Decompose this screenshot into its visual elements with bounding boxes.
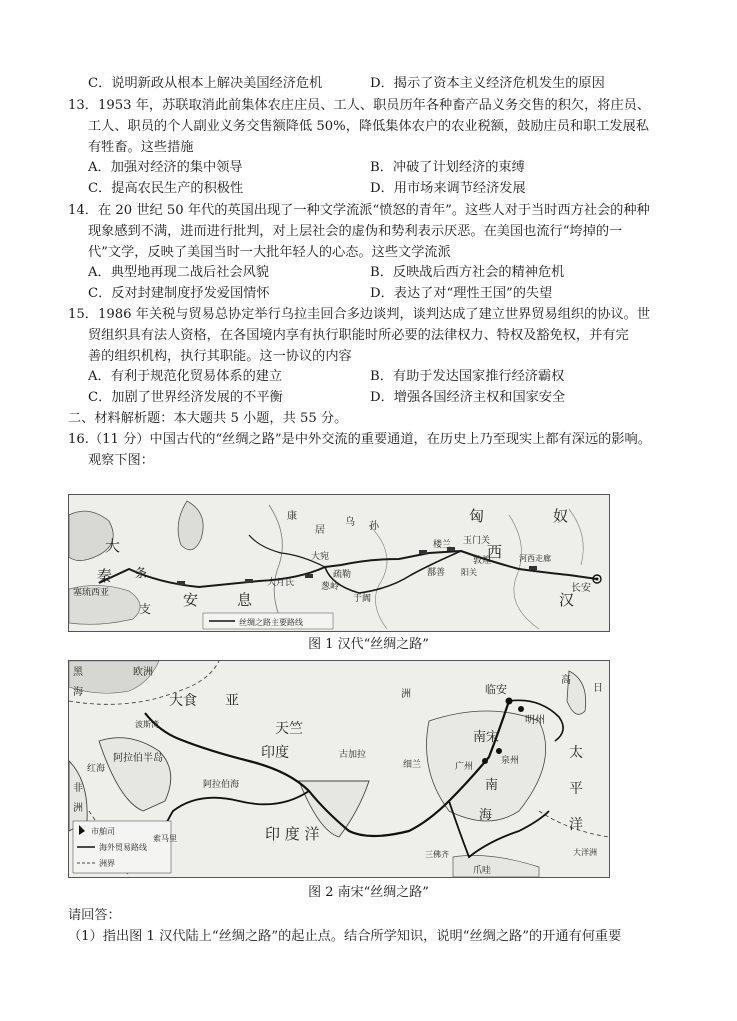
label-south: 南 xyxy=(485,778,499,793)
q16-stem-line2: 观察下图： xyxy=(88,453,154,468)
label-kang: 康 xyxy=(287,511,297,522)
label-ju: 居 xyxy=(315,525,325,536)
map2-legend-border: 洲界 xyxy=(99,859,115,868)
q14-stem-line1: 14．在 20 世纪 50 年代的英国出现了一种文学流派“愤怒的青年”。这些人对于当时西方社会的种种 xyxy=(68,203,650,218)
label-saileukia: 塞琉西亚 xyxy=(73,588,110,598)
mingzhou-port-marker xyxy=(518,706,524,712)
label-java: 爪哇 xyxy=(473,866,492,876)
label-shanshan: 鄯善 xyxy=(427,568,446,578)
label-india: 印度 xyxy=(261,745,289,761)
label-persian-gulf: 波斯湾 xyxy=(135,720,159,729)
q14-option-b[interactable]: B．反映战后西方社会的精神危机 xyxy=(370,265,565,280)
section-two-heading: 二、材料解析题：本大题共 5 小题，共 55 分。 xyxy=(68,411,348,426)
label-xi-2: 息 xyxy=(237,591,253,609)
label-yangguan: 阳关 xyxy=(461,568,477,577)
label-changan: 长安 xyxy=(571,583,591,594)
q15-stem-line1: 15．1986 年关税与贸易总协定举行乌拉圭回合多边谈判，谈判达成了建立世界贸易组织的协议。世 xyxy=(68,307,651,322)
label-mingzhou: 明州 xyxy=(525,715,545,726)
label-shule: 疏勒 xyxy=(333,570,352,580)
map2-legend-port: 市舶司 xyxy=(91,827,115,836)
q12-option-c[interactable]: C．说明新政从根本上解决美国经济危机 xyxy=(88,76,323,91)
map2-legend-route: 海外贸易路线 xyxy=(99,843,147,852)
label-guangzhou: 广州 xyxy=(455,762,474,772)
label-asia: 亚 xyxy=(225,693,239,709)
q16-stem-line1: 16.（11 分）中国古代的“丝绸之路”是中外交流的重要通道，在历史上乃至现实上都有深远的影响。 xyxy=(68,432,651,447)
label-pacific-tai: 太 xyxy=(569,745,583,761)
label-pacific-yang: 洋 xyxy=(569,817,583,833)
label-xi: 西 xyxy=(487,543,503,561)
southern-song-silk-road-map xyxy=(68,660,610,878)
label-loulan: 楼兰 xyxy=(433,540,452,550)
label-tiao: 条 xyxy=(135,566,148,580)
q13-option-a[interactable]: A．加强对经济的集中领导 xyxy=(88,160,243,175)
label-asia-zhou: 洲 xyxy=(401,689,411,700)
q13-option-c[interactable]: C．提高农民生产的积极性 xyxy=(88,181,244,196)
label-gujiala: 古加拉 xyxy=(339,750,367,760)
label-yutian: 于阗 xyxy=(353,594,372,604)
label-red-sea: 红海 xyxy=(87,764,106,774)
q15-stem-line3: 善的组织机构，执行其职能。这一协议的内容 xyxy=(88,349,352,364)
map1-caption: 图 1 汉代“丝绸之路” xyxy=(308,637,429,652)
q14-stem-line2: 现象感到不满，进而进行批判，对上层社会的虚伪和势利表示厌恶。在美国也流行“垮掉的一 xyxy=(88,224,623,239)
guangzhou-port-marker xyxy=(482,758,488,764)
label-xilan: 细兰 xyxy=(403,760,422,770)
q15-option-c[interactable]: C．加剧了世界经济发展的不平衡 xyxy=(88,390,283,405)
label-japan: 日 xyxy=(593,683,603,694)
q14-option-a[interactable]: A．典型地再现二战后社会风貌 xyxy=(88,265,269,280)
label-yumenguan: 玉门关 xyxy=(463,536,491,546)
label-arabia: 阿拉伯半岛 xyxy=(113,753,163,764)
label-congling: 葱岭 xyxy=(321,582,340,592)
label-oceania: 大洋洲 xyxy=(573,848,597,857)
q14-stem-line3: 代”文学，反映了美国当时一大批年轻人的心态。这些文学流派 xyxy=(88,245,451,260)
label-dashi: 大食 xyxy=(169,693,197,709)
answer-part1: （1）指出图 1 汉代陆上“丝绸之路”的起止点。结合所学知识，说明“丝绸之路”的开通有何重要 xyxy=(68,929,622,944)
q13-stem-line3: 有牲畜。这些措施 xyxy=(88,140,194,155)
label-hexi: 河西走廊 xyxy=(519,554,551,563)
q12-option-d[interactable]: D．揭示了资本主义经济危机发生的原因 xyxy=(370,76,605,91)
label-somalia: 索马里 xyxy=(153,834,177,843)
q13-stem-line2: 工人、职员的个人副业义务交售额降低 50%，降低集体农户的农业税额，鼓励庄员和职工发展私 xyxy=(88,119,649,134)
label-quanzhou: 泉州 xyxy=(501,756,520,766)
label-han: 汉 xyxy=(559,591,575,609)
label-sea: 海 xyxy=(73,687,83,698)
map2-caption: 图 2 南宋“丝绸之路” xyxy=(308,885,429,900)
label-arabian-sea: 阿拉伯海 xyxy=(203,780,240,790)
label-dayuan: 大宛 xyxy=(311,552,330,562)
han-silk-road-map xyxy=(68,494,610,632)
quanzhou-port-marker xyxy=(496,748,502,754)
label-indian-ocean: 印 度 洋 xyxy=(265,825,320,843)
label-dayuezhi: 大月氏 xyxy=(267,578,295,588)
label-wu: 乌 xyxy=(345,517,355,528)
q15-option-d[interactable]: D．增强各国经济主权和国家安全 xyxy=(370,390,566,405)
label-south-sea: 海 xyxy=(479,808,493,823)
q14-option-c[interactable]: C．反对封建制度抒发爱国情怀 xyxy=(88,286,270,301)
label-africa-zhou: 洲 xyxy=(73,803,83,814)
label-europe: 欧洲 xyxy=(133,667,153,678)
answer-prompt: 请回答： xyxy=(68,908,121,923)
q13-option-d[interactable]: D．用市场来调节经济发展 xyxy=(370,181,526,196)
label-linan: 临安 xyxy=(485,683,507,696)
label-southern-song: 南宋 xyxy=(473,730,500,745)
map1-legend-text: 丝绸之路主要路线 xyxy=(239,618,303,627)
label-qin: 秦 xyxy=(97,567,113,585)
q13-option-b[interactable]: B．冲破了计划经济的束缚 xyxy=(370,160,525,175)
label-pacific-ping: 平 xyxy=(569,781,583,797)
q15-stem-line2: 贸组织具有法人资格，在各国境内享有执行职能时所必要的法律权力、特权及豁免权，并有完 xyxy=(88,328,629,343)
q14-option-d[interactable]: D．表达了对“理性王国”的失望 xyxy=(370,286,553,301)
linan-port-marker xyxy=(506,698,513,705)
label-africa: 非 xyxy=(73,783,83,794)
label-tianzhu: 天竺 xyxy=(275,721,303,737)
label-black: 黑 xyxy=(73,667,83,678)
q15-option-b[interactable]: B．有助于发达国家推行经济霸权 xyxy=(370,369,565,384)
q13-stem-line1: 13．1953 年，苏联取消此前集体农庄庄员、工人、职员历年各种畜产品义务交售的积欠，将庄员、 xyxy=(68,98,651,113)
q15-option-a[interactable]: A．有利于规范化贸易体系的建立 xyxy=(88,369,283,384)
label-an: 安 xyxy=(183,591,199,609)
label-goryeo: 高 xyxy=(561,675,571,686)
label-xiongnu-1: 匈 xyxy=(469,507,485,525)
label-sun: 孙 xyxy=(369,521,379,532)
label-sanfoqi: 三佛齐 xyxy=(425,850,449,859)
label-xiongnu-2: 奴 xyxy=(553,507,569,525)
label-dunhuang: 敦煌 xyxy=(473,556,492,566)
label-zhi: 支 xyxy=(139,602,152,616)
label-da: 大 xyxy=(105,537,121,555)
